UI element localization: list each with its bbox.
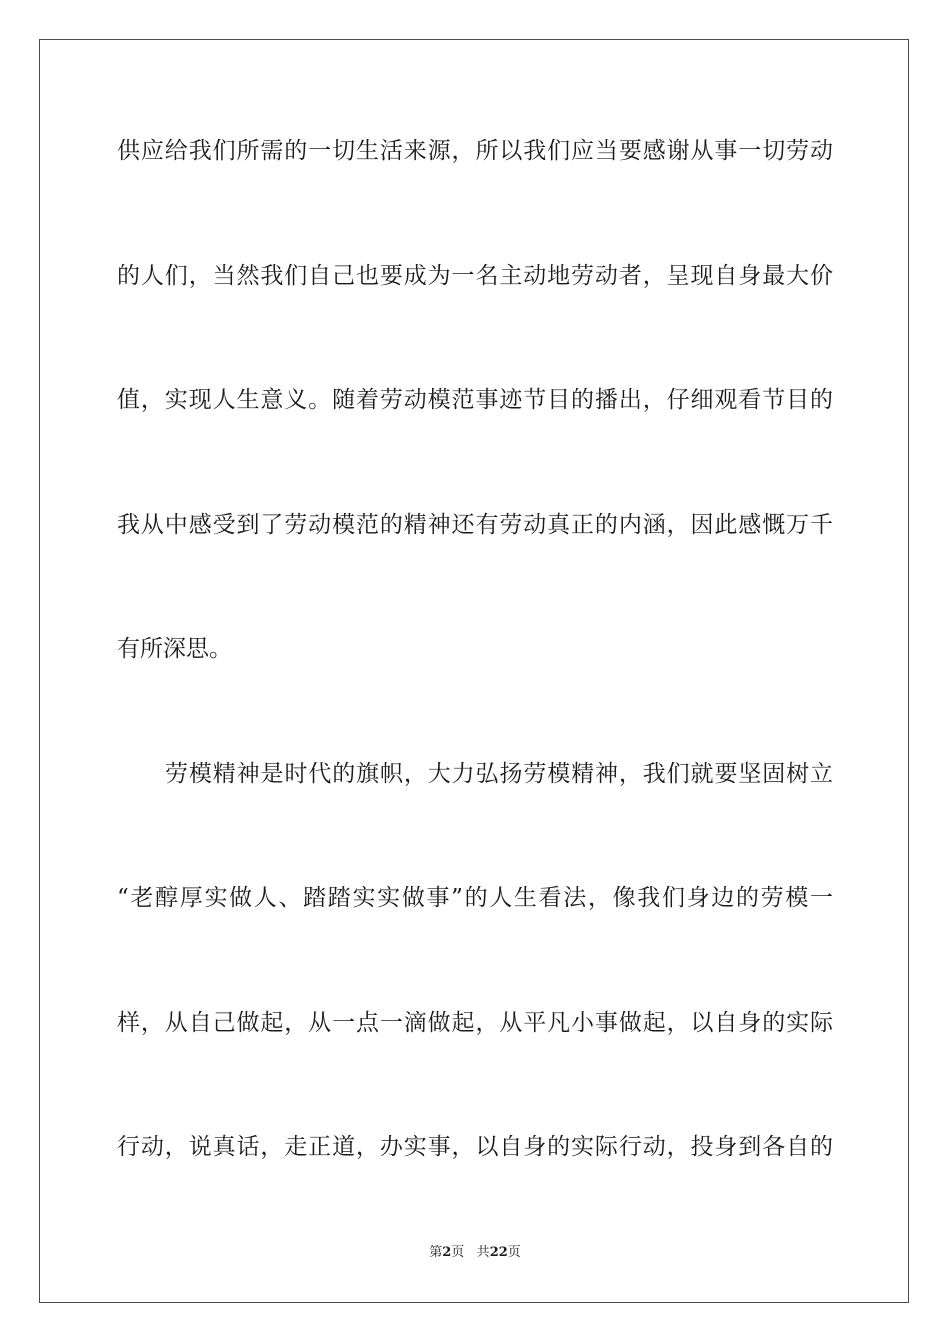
body-text-line: 值，实现人生意义。随着劳动模范事迹节目的播出，仔细观看节目的 — [117, 387, 833, 413]
body-text-line: 样，从自己做起，从一点一滴做起，从平凡小事做起，以自身的实际 — [117, 1010, 833, 1036]
total-pages: 22 — [489, 1245, 508, 1260]
body-text-line: 有所深思。 — [117, 636, 232, 662]
total-label-prefix: 共 — [476, 1245, 490, 1260]
body-text-line: 的人们，当然我们自己也要成为一名主动地劳动者，呈现自身最大价 — [117, 263, 833, 289]
paragraph-first-line: 劳模精神是时代的旗帜，大力弘扬劳模精神，我们就要坚固树立 — [165, 761, 833, 787]
body-text-line: 我从中感受到了劳动模范的精神还有劳动真正的内涵，因此感慨万千 — [117, 512, 833, 538]
page-label-prefix: 第 — [429, 1245, 443, 1260]
body-text-line: “老醇厚实做人、踏踏实实做事”的人生看法，像我们身边的劳模一 — [117, 885, 833, 911]
page-border — [39, 39, 909, 1303]
body-text-line: 行动，说真话，走正道，办实事，以自身的实际行动，投身到各自的 — [117, 1134, 833, 1160]
page-label-suffix: 页 — [451, 1245, 465, 1260]
body-text-line: 供应给我们所需的一切生活来源，所以我们应当要感谢从事一切劳动 — [117, 138, 833, 164]
page-footer — [0, 1244, 950, 1262]
page-number: 2 — [442, 1245, 452, 1260]
total-label-suffix: 页 — [507, 1245, 521, 1260]
